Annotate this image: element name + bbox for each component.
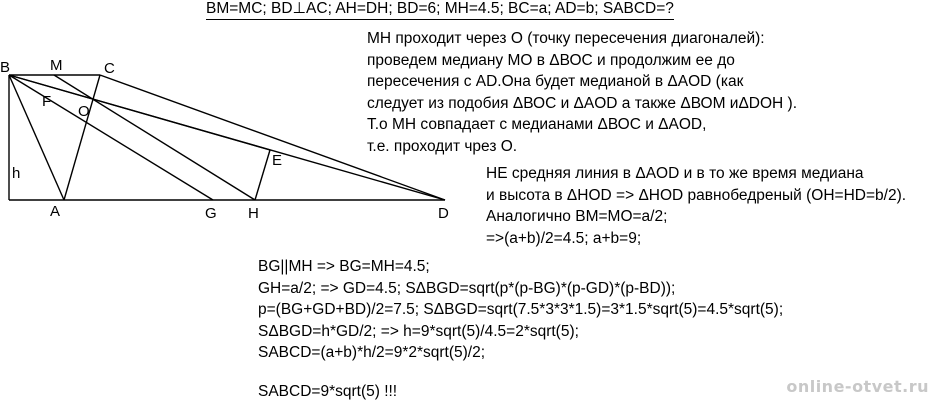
label-A: A (50, 203, 61, 220)
diagonal-AC (64, 75, 100, 200)
text-line: SABCD=(a+b)*h/2=9*2*sqrt(5)/2; (258, 344, 486, 362)
segment-EH (255, 150, 270, 200)
label-O: O (78, 103, 90, 120)
final-answer: SABCD=9*sqrt(5) !!! (258, 383, 398, 400)
problem-header: BM=MC; BD⊥AC; AH=DH; BD=6; MH=4.5; BC=a; AD=b; SABCD=? (206, 0, 674, 20)
text-line: Аналогично BM=MO=a/2; (486, 208, 668, 226)
text-line: BG||MH => BG=MH=4.5; (258, 258, 430, 275)
text-line: следует из подобия ΔВОС и ΔAOD а также ΔВОМ иΔDOH ). (367, 94, 798, 112)
watermark: online-otvet.ru (786, 377, 929, 396)
label-F: F (42, 93, 52, 110)
segment-BG (9, 75, 213, 200)
text-line: GH=a/2; => GD=4.5; SΔBGD=sqrt(p*(p-BG)*(p-GD)*(p-BD)); (258, 279, 676, 297)
label-M: M (50, 57, 63, 74)
explanation-paragraph-1 (367, 28, 797, 158)
label-E: E (272, 152, 283, 169)
label-h: h (12, 165, 21, 182)
label-D: D (438, 205, 449, 222)
label-B: B (0, 59, 11, 76)
label-G: G (205, 205, 217, 222)
text-line: т.е. проходит чрез О. (367, 137, 518, 155)
text-line: SΔBGD=h*GD/2; => h=9*sqrt(5)/4.5=2*sqrt(5); (258, 322, 579, 340)
text-line: проведем медиану МО в ΔВОС и продолжим ее до (367, 51, 735, 69)
text-line: и высота в ΔHOD => ΔHOD равнобедреный (OH=HD=b/2). (486, 186, 907, 204)
text-line: =>(a+b)/2=4.5; a+b=9; (486, 229, 642, 247)
explanation-paragraph-2 (486, 163, 906, 249)
text-line: p=(BG+GD+BD)/2=7.5; SΔBGD=sqrt(7.5*3*3*1.5)=3*1.5*sqrt(5)=4.5*sqrt(5); (258, 301, 784, 319)
text-line: MH проходит через О (точку пересечения диагоналей): (367, 30, 765, 47)
label-C: C (104, 60, 115, 77)
text-line: Т.о МН совпадает с медианами ΔВОС и ΔAOD, (367, 116, 707, 134)
label-H: H (248, 205, 259, 222)
text-line: пересечения с AD.Она будет медианой в ΔAOD (как (367, 73, 744, 91)
text-line: НЕ средняя линия в ΔAOD и в то же время медиана (486, 165, 864, 182)
segment-BE (9, 75, 270, 150)
calculation-block (258, 256, 783, 364)
